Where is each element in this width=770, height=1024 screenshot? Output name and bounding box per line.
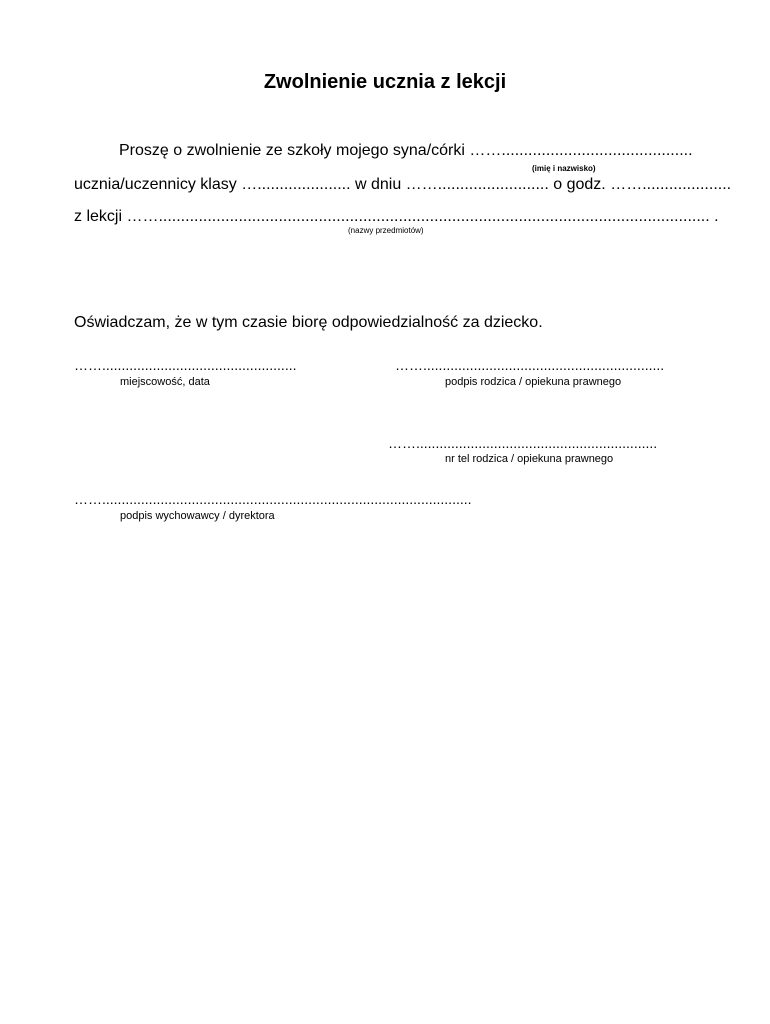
responsibility-statement: Oświadczam, że w tym czasie biorę odpowiedzialność za dziecko. xyxy=(74,314,543,331)
request-line-class-date: ucznia/uczennicy klasy …..................... w dniu ……......................... o godz. …….................... xyxy=(74,176,732,193)
place-date-signature-line: …….................................................. xyxy=(74,357,297,373)
place-date-caption: miejscowość, data xyxy=(120,376,210,388)
request-line-name: Proszę o zwolnienie ze szkoły mojego syna/córki ……........................................... xyxy=(119,142,693,159)
request-line-lessons: z lekcji ……............................................................................................................................ . xyxy=(74,208,719,225)
teacher-signature-caption: podpis wychowawcy / dyrektora xyxy=(120,510,275,522)
name-caption: (imię i nazwisko) xyxy=(532,164,596,173)
document-title: Zwolnienie ucznia z lekcji xyxy=(263,71,507,93)
teacher-signature-line: ……............................................................................................... xyxy=(74,491,472,507)
parent-phone-caption: nr tel rodzica / opiekuna prawnego xyxy=(445,453,614,465)
lessons-caption: (nazwy przedmiotów) xyxy=(348,226,424,235)
parent-phone-line: …….............................................................. xyxy=(388,435,658,451)
parent-signature-line: …….............................................................. xyxy=(395,357,665,373)
parent-signature-caption: podpis rodzica / opiekuna prawnego xyxy=(445,376,622,388)
